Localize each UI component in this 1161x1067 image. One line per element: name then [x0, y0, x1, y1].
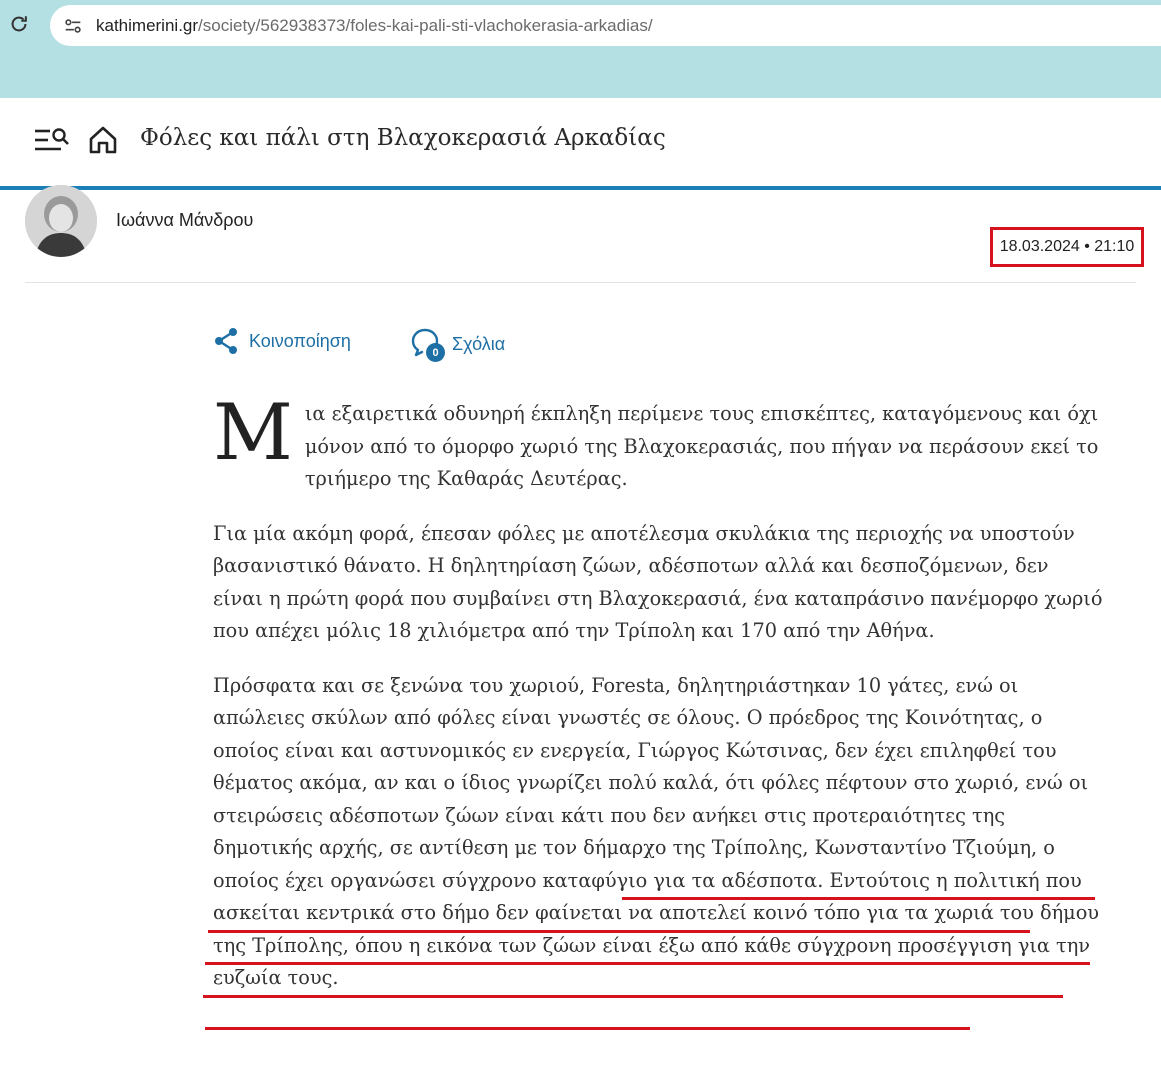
- author-avatar[interactable]: [25, 185, 97, 257]
- article-body: [213, 388, 1103, 1017]
- article-paragraph-3: Πρόσφατα και σε ξενώνα του χωριού, Foresta, δηλητηριάστηκαν 10 γάτες, ενώ οι απώλειες σκύλων από φόλες είναι γνωστές σε όλους. Ο πρόεδρος της Κοινότητας, ο οποίος είναι και αστυνομικός εν ενεργεία, Γιώργος Κώτσινας, δεν έχει επιληφθεί του θέματος ακόμα, αν και ο ίδιος γνωρίζει πολύ καλά, ότι φόλες πέφτουν στο χωριό, ενώ οι στειρώσεις αδέσποτων ζώων είναι κάτι που δεν ανήκει στις προτεραιότητες της δημοτικής αρχής, σε αντίθεση με τον δήμαρχο της Τρίπολης, Κωνσταντίνο Τζιούμη, ο οποίος έχει οργανώσει σύγχρονο καταφύγιο για τα αδέσποτα. Εντούτοις η πολιτική που ασκείται κεντρικά στο δήμο δεν φαίνεται να αποτελεί κοινό τόπο για τα χωριά του δήμου της Τρίπολης, όπου η εικόνα των ζώων είναι έξω από κάθε σύγχρονη προσέγγιση για την ευζωία τους.: [213, 673, 1100, 989]
- publish-date: [990, 227, 1144, 267]
- site-info-icon[interactable]: [62, 15, 84, 37]
- share-icon: [213, 327, 239, 355]
- comments-icon-wrap: [410, 327, 444, 361]
- dropcap-letter: Μ: [213, 388, 293, 478]
- highlight-underline: [622, 897, 1095, 900]
- header-divider: [0, 186, 1161, 190]
- share-label: Κοινοποίηση: [249, 330, 351, 351]
- comments-label: Σχόλια: [452, 333, 506, 354]
- site-header: [0, 98, 1161, 186]
- avatar-portrait-icon: [25, 185, 97, 257]
- highlight-underline: [205, 1027, 970, 1030]
- browser-toolbar: [0, 0, 1161, 98]
- address-bar[interactable]: [50, 5, 1161, 46]
- url-path: /society/562938373/foles-kai-pali-sti-vlachokerasia-arkadias/: [198, 16, 653, 35]
- author-name[interactable]: Ιωάννα Μάνδρου: [116, 210, 254, 230]
- author-divider: [25, 282, 1136, 283]
- highlight-underline: [205, 962, 1090, 965]
- comments-count-badge: 0: [426, 343, 445, 362]
- publish-date-text: 18.03.2024 • 21:10: [999, 238, 1135, 255]
- share-button[interactable]: [213, 327, 351, 355]
- article-paragraph-1: [213, 388, 1103, 496]
- highlight-underline: [208, 930, 1030, 933]
- comments-button[interactable]: [410, 327, 505, 361]
- highlight-underline: [203, 995, 1063, 998]
- url-domain: kathimerini.gr: [96, 16, 199, 35]
- home-icon[interactable]: [88, 125, 118, 155]
- url-text[interactable]: [96, 16, 653, 36]
- paragraph-1-text: ια εξαιρετικά οδυνηρή έκπληξη περίμενε τους επισκέπτες, καταγόμενους και όχι μόνον από το όμορφο χωριό της Βλαχοκερασιάς, που πήγαν να περάσουν εκεί το τριήμερο της Καθαράς Δευτέρας.: [304, 402, 1099, 490]
- article-paragraph-2: Για μία ακόμη φορά, έπεσαν φόλες με αποτέλεσμα σκυλάκια της περιοχής να υποστούν βασανιστικό θάνατο. Η δηλητηρίαση ζώων, αδέσποτων αλλά και δεσποζόμενων, δεν είναι η πρώτη φορά που συμβαίνει στη Βλαχοκερασιά, ένα καταπράσινο πανέμορφο χωριό που απέχει μόλις 18 χιλιόμετρα από την Τρίπολη και 170 από την Αθήνα.: [213, 521, 1103, 642]
- reload-icon[interactable]: [8, 13, 30, 35]
- menu-search-icon[interactable]: [33, 126, 71, 156]
- header-article-title: Φόλες και πάλι στη Βλαχοκερασιά Αρκαδίας: [140, 125, 666, 151]
